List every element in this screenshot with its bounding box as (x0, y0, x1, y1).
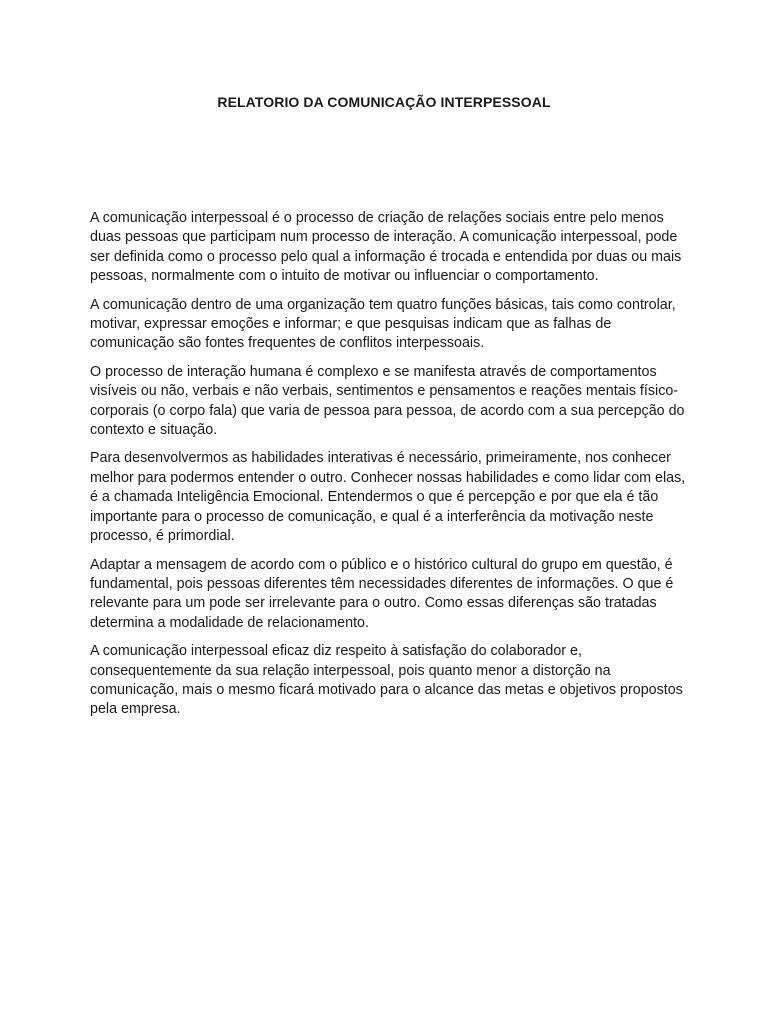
paragraph-6: A comunicação interpessoal eficaz diz respeito à satisfação do colaborador e, consequentemente da sua relação interpessoal, pois quanto menor a distorção na comunicação, mais o mesmo ficará motivado para o alcance das metas e objetivos propostos pela empresa. (90, 643, 683, 718)
paragraph-5: Adaptar a mensagem de acordo com o público e o histórico cultural do grupo em questão, é fundamental, pois pessoas diferentes têm necessidades diferentes de informações. O que é relevante para um pode ser irrelevante para o outro. Como essas diferenças são tratadas determina a modalidade de relacionamento. (90, 556, 674, 631)
document-body (90, 209, 688, 729)
paragraph-1: A comunicação interpessoal é o processo de criação de relações sociais entre pelo menos duas pessoas que participam num processo de interação. A comunicação interpessoal, pode ser definida como o processo pelo qual a informação é trocada e entendida por duas ou mais pessoas, normalmente com o intuito de motivar ou influenciar o comportamento. (90, 210, 682, 285)
document-title: RELATORIO DA COMUNICAÇÃO INTERPESSOAL (217, 94, 551, 110)
paragraph-2: A comunicação dentro de uma organização tem quatro funções básicas, tais como controlar, motivar, expressar emoções e informar; e que pesquisas indicam que as falhas de comunicação são fontes frequentes de conflitos interpessoais. (90, 296, 676, 352)
paragraph-3: O processo de interação humana é complexo e se manifesta através de comportamentos visíveis ou não, verbais e não verbais, sentimentos e pensamentos e reações mentais físico-corporais (o corpo fala) que varia de pessoa para pessoa, de acordo com a sua percepção do contexto e situação. (90, 363, 685, 439)
paragraph-4: Para desenvolvermos as habilidades interativas é necessário, primeiramente, nos conhecer melhor para podermos entender o outro. Conhecer nossas habilidades e como lidar com elas, é a chamada Inteligência Emocional. Entendermos o que é percepção e por que ela é tão importante para o processo de comunicação, e qual é a interferência da motivação neste processo, é primordial. (90, 450, 686, 545)
